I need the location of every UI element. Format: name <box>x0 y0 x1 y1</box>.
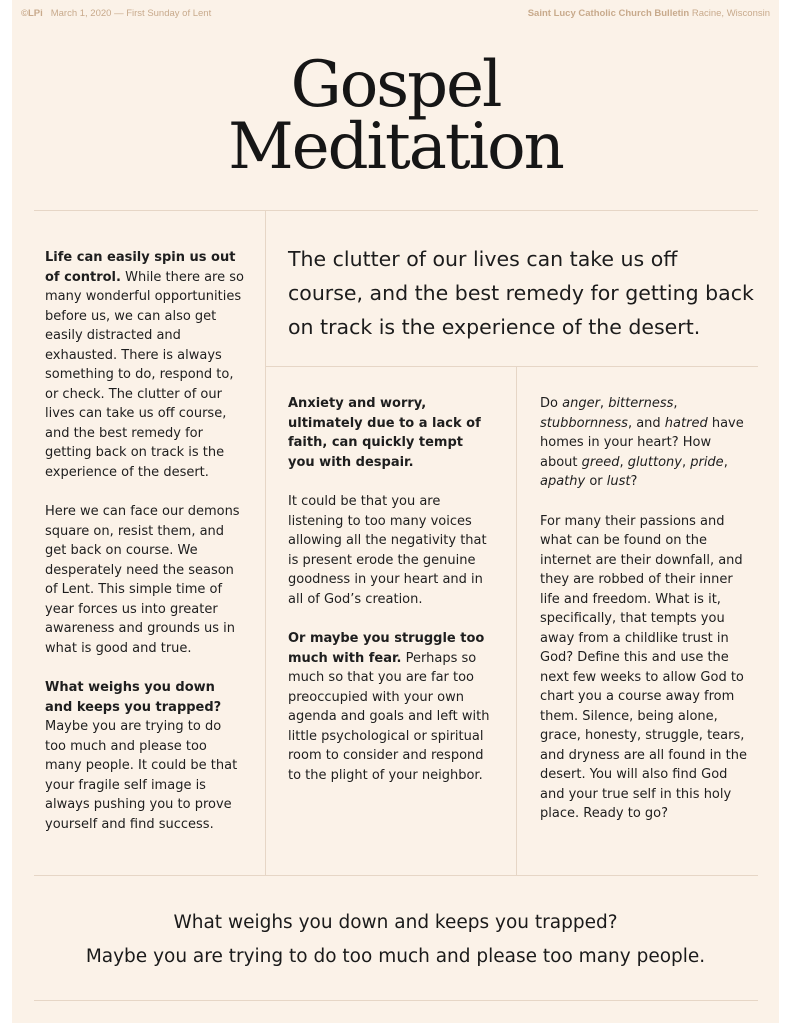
left-question-text: Maybe you are trying to do too much and please too many people. It could be that your fragile self image is always pushing you to prove yourself and find success. <box>45 719 238 832</box>
comma: , <box>599 396 609 411</box>
word-hatred: hatred <box>664 415 708 431</box>
title-line-2: Meditation <box>228 110 563 184</box>
header-right <box>528 8 770 19</box>
pull-quote <box>12 906 779 974</box>
divider-bottom <box>34 875 758 876</box>
divider-top <box>34 210 758 211</box>
right-paragraph-2-text: For many their passions and what can be found on the internet are their downfall, and they are robbed of their inner life and freedom. What is it, specifically, that tempts you away from a childlike trust in God? Define this and use the next few weeks to allow God to chart you a course away from them. Silence, being alone, grace, honesty, struggle, tears, and dryness are all found in the desert. You will also find God and your true self in this holy place. Ready to go? <box>540 513 747 821</box>
left-lead-text: While there are so many wonderful opportunities before us, we can also get easily distracted and exhausted. There is always something to do, respond to, or check. The clutter of our lives can take us off course, and the best remedy for getting back on track is the experience of the desert. <box>45 269 244 480</box>
left-lead-bold: Life can easily spin us out of control. <box>45 250 236 285</box>
text-or: or <box>585 474 607 489</box>
title-line-1: Gospel <box>290 48 501 122</box>
left-paragraph-3 <box>45 678 245 834</box>
comma: , <box>673 396 678 411</box>
bulletin-page <box>12 0 779 1023</box>
left-paragraph-2-text: Here we can face our demons square on, resist them, and get back on course. We desperately need the season of Lent. This simple time of year forces us into greater awareness and grounds us in what is good and true. <box>45 504 240 656</box>
mid-paragraph-3 <box>288 629 493 785</box>
word-stubbornness: stubbornness <box>540 415 628 431</box>
comma: , <box>723 454 728 470</box>
mid-fear-text: Perhaps so much so that you are far too preoccupied with your own agenda and goals and left with little psychological or spiritual room to consider and respond to the plight of your neighbor. <box>288 650 490 783</box>
word-pride: pride <box>690 454 724 470</box>
church-location: Racine, Wisconsin <box>691 8 770 19</box>
divider-vertical-right <box>516 366 517 875</box>
divider-footer <box>34 1000 758 1001</box>
word-gluttony: gluttony <box>627 454 682 470</box>
mid-lead-bold: Anxiety and worry, ultimately due to a lack of faith, can quickly tempt you with despair. <box>288 396 481 470</box>
word-apathy: apathy <box>540 474 586 489</box>
comma: , <box>619 454 628 470</box>
divider-quote <box>265 366 758 367</box>
divider-vertical-left <box>265 210 266 875</box>
question-mark: ? <box>630 474 638 489</box>
issue-date: March 1, 2020 — First Sunday of Lent <box>50 8 212 19</box>
text-and: , and <box>627 415 665 431</box>
mid-paragraph-2 <box>288 492 493 609</box>
right-paragraph-1 <box>540 394 750 492</box>
left-paragraph-2 <box>45 502 245 658</box>
word-lust: lust <box>606 474 631 489</box>
right-paragraph-2 <box>540 512 750 824</box>
text-do: Do <box>540 396 563 411</box>
pull-quote-line-1: What weighs you down and keeps you trapped? <box>173 912 618 933</box>
word-greed: greed <box>581 454 620 470</box>
middle-column <box>288 394 493 805</box>
text-mid: have homes in your heart? How about <box>540 415 744 470</box>
church-name: Saint Lucy Catholic Church Bulletin <box>527 8 690 19</box>
mid-fear-bold: Or maybe you struggle too much with fear. <box>288 631 485 666</box>
right-column <box>540 394 750 844</box>
left-paragraph-1 <box>45 248 245 482</box>
mid-paragraph-1 <box>288 394 493 472</box>
comma: , <box>681 454 691 470</box>
copyright-mark: ©LPi <box>21 8 43 19</box>
left-question-bold: What weighs you down and keeps you trapped? <box>45 680 222 715</box>
mid-paragraph-2-text: It could be that you are listening to too many voices allowing all the negativity that is present erode the genuine goodness in your heart and in all of God’s creation. <box>288 494 487 607</box>
page-title <box>12 48 779 184</box>
word-anger: anger <box>562 396 600 411</box>
header-left <box>21 8 211 19</box>
left-column <box>45 248 245 854</box>
word-bitterness: bitterness <box>608 396 674 411</box>
pull-quote-line-2: Maybe you are trying to do too much and please too many people. <box>85 946 706 967</box>
featured-quote: The clutter of our lives can take us off course, and the best remedy for getting back on track is the experience of the desert. <box>288 247 754 339</box>
